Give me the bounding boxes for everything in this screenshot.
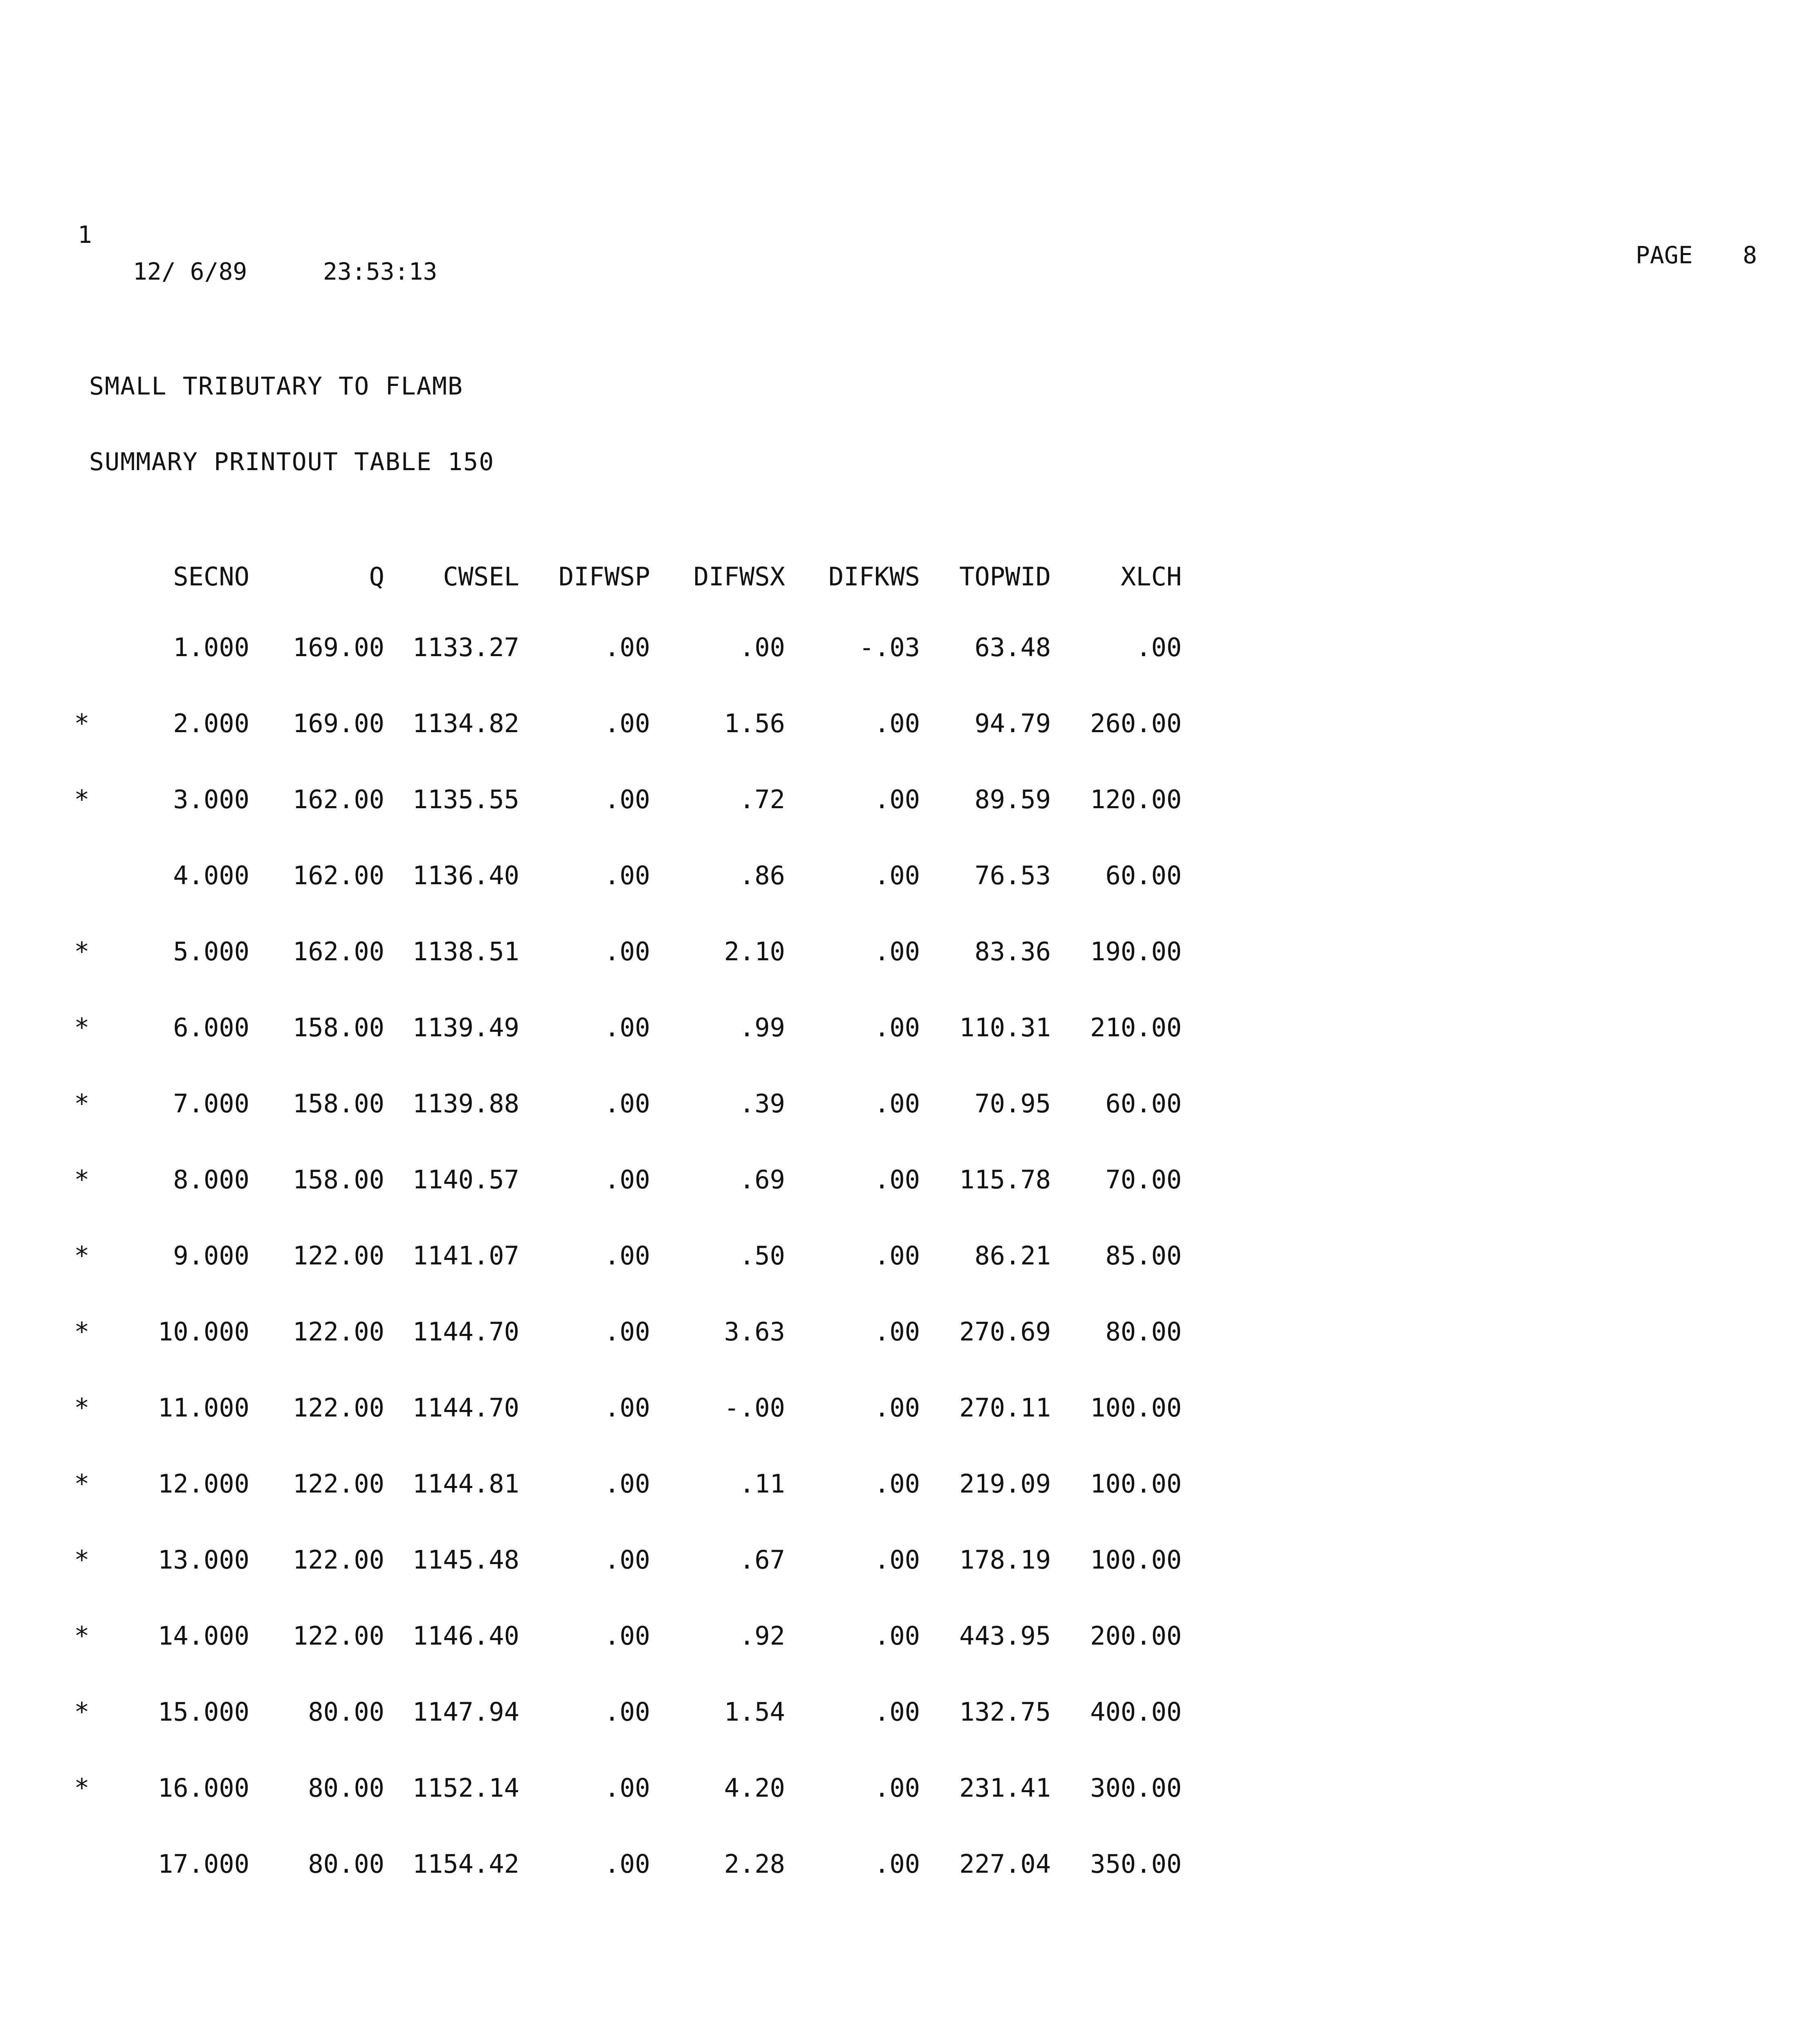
cell-difwsp: .00 [604, 1697, 650, 1727]
cell-topwid: 76.53 [974, 860, 1051, 890]
cell-q: 80.00 [308, 1849, 384, 1879]
document-subtitle: SUMMARY PRINTOUT TABLE 150 [89, 448, 495, 476]
column-header-difwsx: DIFWSX [694, 561, 785, 592]
cell-q: 158.00 [293, 1164, 384, 1195]
row-marker: * [74, 1544, 90, 1575]
cell-difwsp: .00 [604, 784, 650, 814]
cell-difwsp: .00 [604, 1392, 650, 1423]
cell-secno: 9.000 [173, 1240, 249, 1271]
cell-difkws: .00 [874, 1012, 920, 1042]
row-marker: * [74, 1468, 90, 1499]
cell-q: 122.00 [293, 1544, 384, 1575]
cell-difwsp: .00 [604, 1316, 650, 1347]
cell-cwsel: 1145.48 [412, 1544, 519, 1575]
cell-difwsx: .50 [739, 1240, 785, 1271]
cell-xlch: 120.00 [1090, 784, 1182, 814]
cell-secno: 8.000 [173, 1164, 249, 1195]
cell-difwsx: 1.54 [724, 1697, 785, 1727]
cell-cwsel: 1144.81 [412, 1468, 519, 1499]
column-header-difkws: DIFKWS [828, 561, 920, 592]
cell-difkws: .00 [874, 1544, 920, 1575]
table-header-row [65, 544, 1182, 609]
cell-secno: 15.000 [158, 1697, 249, 1727]
row-marker [65, 609, 98, 685]
cell-xlch: 100.00 [1090, 1544, 1182, 1575]
table-row [65, 1826, 1182, 1902]
table-row [65, 1750, 1182, 1826]
cell-xlch: 350.00 [1090, 1849, 1182, 1879]
cell-q: 122.00 [293, 1392, 384, 1423]
cell-xlch: 400.00 [1090, 1697, 1182, 1727]
cell-topwid: 86.21 [974, 1240, 1051, 1271]
cell-difwsx: .72 [739, 784, 785, 814]
column-header-xlch: XLCH [1120, 561, 1182, 592]
cell-q: 122.00 [293, 1468, 384, 1499]
cell-difkws: .00 [874, 1316, 920, 1347]
column-header-difwsp: DIFWSP [559, 561, 650, 592]
cell-difwsp: .00 [604, 1544, 650, 1575]
cell-cwsel: 1144.70 [412, 1316, 519, 1347]
cell-q: 162.00 [293, 784, 384, 814]
page-label: PAGE [1636, 241, 1693, 269]
cell-cwsel: 1146.40 [412, 1620, 519, 1651]
corner-mark: 1 [78, 221, 92, 249]
cell-difkws: .00 [874, 1620, 920, 1651]
table-row [65, 1217, 1182, 1293]
cell-cwsel: 1144.70 [412, 1392, 519, 1423]
row-marker: * [74, 1164, 90, 1195]
cell-secno: 11.000 [158, 1392, 249, 1423]
cell-xlch: 210.00 [1090, 1012, 1182, 1042]
row-marker: * [74, 784, 90, 814]
cell-q: 162.00 [293, 936, 384, 966]
cell-difkws: .00 [874, 784, 920, 814]
row-marker: * [74, 708, 90, 738]
cell-xlch: 70.00 [1105, 1164, 1182, 1195]
column-header-topwid: TOPWID [959, 561, 1051, 592]
row-marker: * [74, 1240, 90, 1271]
cell-cwsel: 1134.82 [412, 708, 519, 738]
cell-xlch: 200.00 [1090, 1620, 1182, 1651]
cell-q: 80.00 [308, 1697, 384, 1727]
cell-topwid: 270.69 [959, 1316, 1051, 1347]
cell-xlch: 260.00 [1090, 708, 1182, 738]
cell-difwsp: .00 [604, 1012, 650, 1042]
table-row [65, 1065, 1182, 1141]
cell-difwsp: .00 [604, 1240, 650, 1271]
document-title: SMALL TRIBUTARY TO FLAMB [89, 372, 463, 401]
cell-topwid: 270.11 [959, 1392, 1051, 1423]
table-row [65, 837, 1182, 913]
cell-difkws: .00 [874, 860, 920, 890]
cell-difwsp: .00 [604, 1849, 650, 1879]
cell-difkws: .00 [874, 936, 920, 966]
cell-q: 162.00 [293, 860, 384, 890]
table-row [65, 1598, 1182, 1674]
cell-difwsx: 1.56 [724, 708, 785, 738]
cell-difwsp: .00 [604, 708, 650, 738]
row-marker: * [74, 1773, 90, 1803]
cell-difwsx: .67 [739, 1544, 785, 1575]
cell-secno: 10.000 [158, 1316, 249, 1347]
cell-difwsp: .00 [604, 1620, 650, 1651]
cell-secno: 17.000 [158, 1849, 249, 1879]
cell-q: 158.00 [293, 1012, 384, 1042]
cell-topwid: 443.95 [959, 1620, 1051, 1651]
table-row [65, 609, 1182, 685]
table-row [65, 761, 1182, 837]
cell-xlch: 190.00 [1090, 936, 1182, 966]
cell-cwsel: 1133.27 [412, 632, 519, 662]
cell-q: 169.00 [293, 632, 384, 662]
row-marker: * [74, 1012, 90, 1042]
cell-difwsx: .39 [739, 1088, 785, 1118]
cell-xlch: 60.00 [1105, 1088, 1182, 1118]
cell-cwsel: 1141.07 [412, 1240, 519, 1271]
cell-secno: 4.000 [173, 860, 249, 890]
table-row [65, 1446, 1182, 1522]
cell-cwsel: 1154.42 [412, 1849, 519, 1879]
cell-cwsel: 1138.51 [412, 936, 519, 966]
table-row [65, 1522, 1182, 1598]
cell-topwid: 63.48 [974, 632, 1051, 662]
cell-difkws: .00 [874, 1240, 920, 1271]
cell-topwid: 89.59 [974, 784, 1051, 814]
cell-difwsx: .69 [739, 1164, 785, 1195]
row-marker: * [74, 1620, 90, 1651]
cell-cwsel: 1136.40 [412, 860, 519, 890]
row-marker [65, 837, 98, 913]
cell-difkws: .00 [874, 1849, 920, 1879]
row-marker [65, 1826, 98, 1902]
row-marker: * [74, 1088, 90, 1118]
cell-difkws: -.03 [859, 632, 920, 662]
cell-q: 122.00 [293, 1240, 384, 1271]
cell-secno: 7.000 [173, 1088, 249, 1118]
page-number: 8 [1743, 241, 1757, 269]
cell-difwsp: .00 [604, 1468, 650, 1499]
cell-secno: 16.000 [158, 1773, 249, 1803]
cell-cwsel: 1139.88 [412, 1088, 519, 1118]
cell-topwid: 115.78 [959, 1164, 1051, 1195]
cell-q: 158.00 [293, 1088, 384, 1118]
table-row [65, 989, 1182, 1065]
cell-xlch: 80.00 [1105, 1316, 1182, 1347]
cell-xlch: .00 [1136, 632, 1182, 662]
cell-difwsp: .00 [604, 1773, 650, 1803]
cell-q: 122.00 [293, 1316, 384, 1347]
cell-topwid: 219.09 [959, 1468, 1051, 1499]
cell-cwsel: 1140.57 [412, 1164, 519, 1195]
cell-difwsp: .00 [604, 860, 650, 890]
cell-difwsx: .00 [739, 632, 785, 662]
cell-secno: 13.000 [158, 1544, 249, 1575]
cell-q: 80.00 [308, 1773, 384, 1803]
print-date: 12/ 6/89 [133, 258, 247, 285]
row-marker: * [74, 1697, 90, 1727]
column-header-cwsel: CWSEL [443, 561, 519, 592]
cell-difkws: .00 [874, 1392, 920, 1423]
cell-topwid: 132.75 [959, 1697, 1051, 1727]
row-marker: * [74, 1316, 90, 1347]
cell-difwsx: .92 [739, 1620, 785, 1651]
cell-topwid: 110.31 [959, 1012, 1051, 1042]
cell-cwsel: 1139.49 [412, 1012, 519, 1042]
cell-difkws: .00 [874, 1697, 920, 1727]
cell-secno: 1.000 [173, 632, 249, 662]
cell-secno: 3.000 [173, 784, 249, 814]
cell-cwsel: 1147.94 [412, 1697, 519, 1727]
cell-difkws: .00 [874, 708, 920, 738]
table-body [65, 609, 1182, 1902]
cell-difkws: .00 [874, 1164, 920, 1195]
table-row [65, 685, 1182, 761]
table-row [65, 1141, 1182, 1217]
cell-xlch: 100.00 [1090, 1468, 1182, 1499]
cell-difkws: .00 [874, 1773, 920, 1803]
cell-difwsx: 3.63 [724, 1316, 785, 1347]
table-row [65, 1369, 1182, 1446]
cell-secno: 2.000 [173, 708, 249, 738]
cell-difkws: .00 [874, 1468, 920, 1499]
cell-xlch: 100.00 [1090, 1392, 1182, 1423]
cell-topwid: 231.41 [959, 1773, 1051, 1803]
cell-q: 122.00 [293, 1620, 384, 1651]
cell-xlch: 85.00 [1105, 1240, 1182, 1271]
cell-difwsp: .00 [604, 936, 650, 966]
marker-column-header [65, 544, 98, 609]
print-time: 23:53:13 [323, 258, 438, 285]
cell-difwsp: .00 [604, 1088, 650, 1118]
table-row [65, 913, 1182, 989]
cell-secno: 6.000 [173, 1012, 249, 1042]
cell-cwsel: 1152.14 [412, 1773, 519, 1803]
cell-difwsx: 4.20 [724, 1773, 785, 1803]
cell-difwsx: .99 [739, 1012, 785, 1042]
cell-difwsx: -.00 [724, 1392, 785, 1423]
column-header-secno: SECNO [173, 561, 249, 592]
row-marker: * [74, 936, 90, 966]
cell-topwid: 227.04 [959, 1849, 1051, 1879]
cell-topwid: 94.79 [974, 708, 1051, 738]
cell-difwsp: .00 [604, 1164, 650, 1195]
cell-q: 169.00 [293, 708, 384, 738]
cell-cwsel: 1135.55 [412, 784, 519, 814]
row-marker: * [74, 1392, 90, 1423]
cell-difkws: .00 [874, 1088, 920, 1118]
cell-topwid: 70.95 [974, 1088, 1051, 1118]
column-header-q: Q [369, 561, 384, 592]
cell-difwsx: 2.28 [724, 1849, 785, 1879]
cell-difwsp: .00 [604, 632, 650, 662]
cell-topwid: 83.36 [974, 936, 1051, 966]
cell-difwsx: .11 [739, 1468, 785, 1499]
table-row [65, 1293, 1182, 1369]
cell-secno: 14.000 [158, 1620, 249, 1651]
cell-topwid: 178.19 [959, 1544, 1051, 1575]
cell-xlch: 300.00 [1090, 1773, 1182, 1803]
cell-secno: 12.000 [158, 1468, 249, 1499]
table-row [65, 1674, 1182, 1750]
cell-secno: 5.000 [173, 936, 249, 966]
cell-difwsx: 2.10 [724, 936, 785, 966]
cell-xlch: 60.00 [1105, 860, 1182, 890]
summary-table [65, 544, 1182, 1902]
cell-difwsx: .86 [739, 860, 785, 890]
